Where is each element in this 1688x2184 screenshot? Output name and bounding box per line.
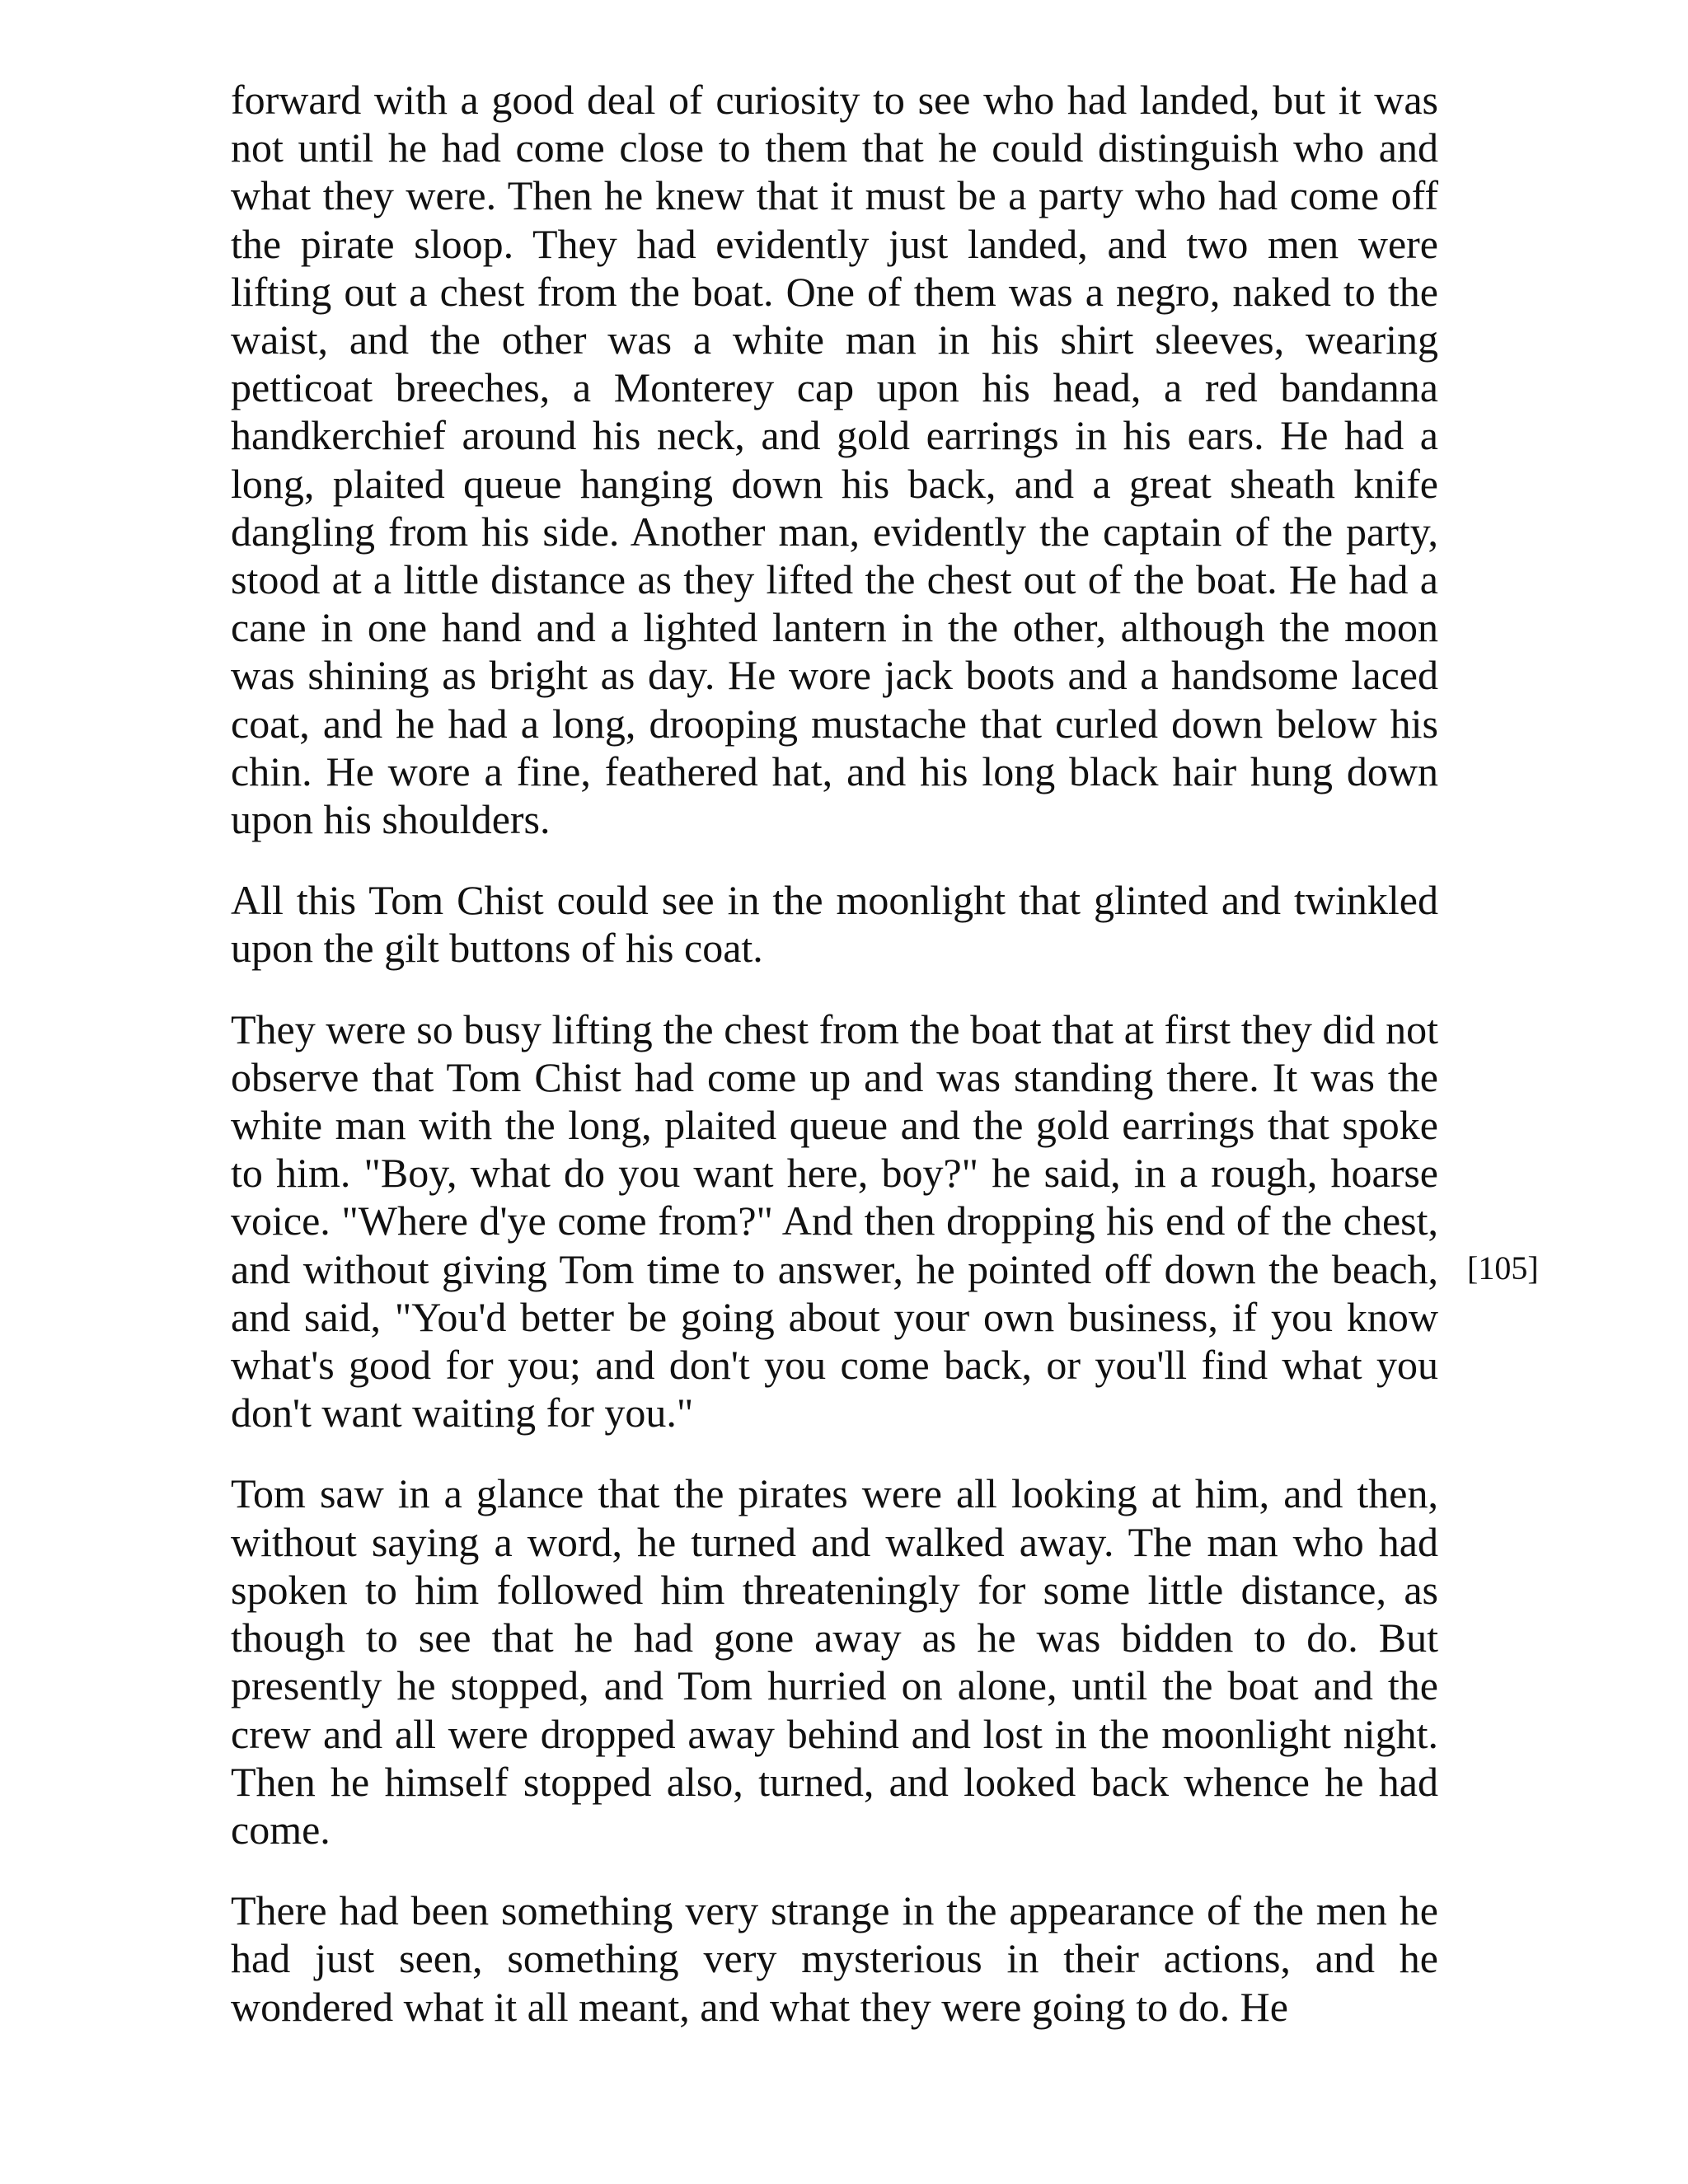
page-body (231, 76, 1438, 2064)
paragraph-4: Tom saw in a glance that the pirates were all looking at him, and then, without saying a word, he turned and walked away. The man who had spoken to him followed him threateningly for some little distance, as though to see that he had gone away as he was bidden to do. But presently he stopped, and Tom hurried on alone, until the boat and the crew and all were dropped away behind and lost in the moonlight night. Then he himself stopped also, turned, and looked back whence he had come. (231, 1470, 1438, 1853)
paragraph-2: All this Tom Chist could see in the moonlight that glinted and twinkled upon the gilt buttons of his coat. (231, 877, 1438, 972)
page-number: [105] (1467, 1249, 1539, 1286)
paragraph-5: There had been something very strange in the appearance of the men he had just seen, something very mysterious in their actions, and he wondered what it all meant, and what they were going to do. He (231, 1887, 1438, 2030)
paragraph-3: They were so busy lifting the chest from the boat that at first they did not observe that Tom Chist had come up and was standing there. It was the white man with the long, plaited queue and the gold earrings that spoke to him. "Boy, what do you want here, boy?" he said, in a rough, hoarse voice. "Where d'ye come from?" And then dropping his end of the chest, and without giving Tom time to answer, he pointed off down the beach, and said, "You'd better be going about your own business, if you know what's good for you; and don't you come back, or you'll find what you don't want waiting for you." (231, 1005, 1438, 1436)
paragraph-1: forward with a good deal of curiosity to see who had landed, but it was not until he had come close to them that he could distinguish who and what they were. Then he knew that it must be a party who had come off the pirate sloop. They had evidently just landed, and two men were lifting out a chest from the boat. One of them was a negro, naked to the waist, and the other was a white man in his shirt sleeves, wearing petticoat breeches, a Monterey cap upon his head, a red bandanna handkerchief around his neck, and gold earrings in his ears. He had a long, plaited queue hanging down his back, and a great sheath knife dangling from his side. Another man, evidently the captain of the party, stood at a little distance as they lifted the chest out of the boat. He had a cane in one hand and a lighted lantern in the other, although the moon was shining as bright as day. He wore jack boots and a handsome laced coat, and he had a long, drooping mustache that curled down below his chin. He wore a fine, feathered hat, and his long black hair hung down upon his shoulders. (231, 77, 1438, 843)
